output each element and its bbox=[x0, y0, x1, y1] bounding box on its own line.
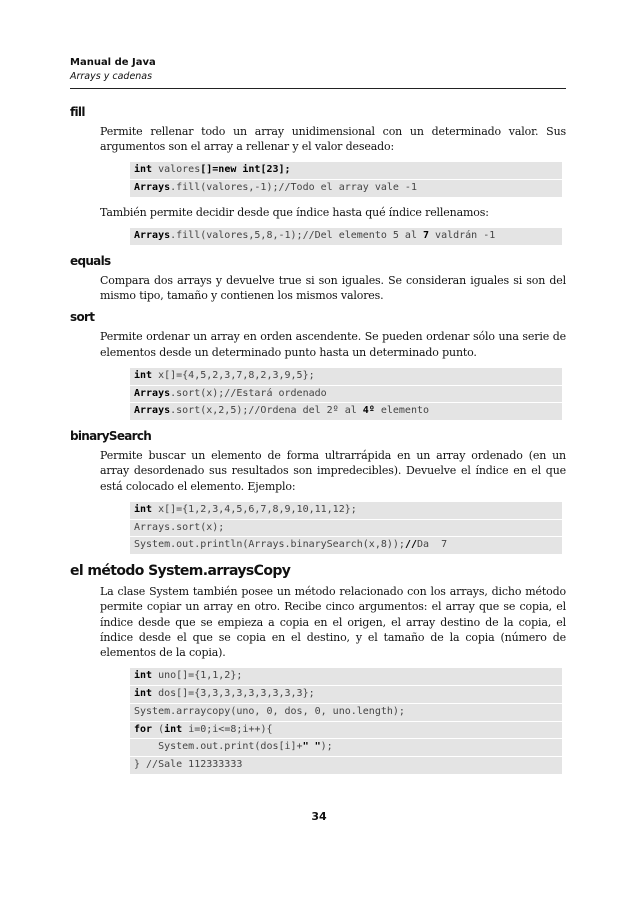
code-line: for (int i=0;i<=8;i++){ bbox=[130, 722, 562, 740]
header-title: Manual de Java bbox=[70, 57, 156, 68]
section-heading-arrays-copy: el método System.arraysCopy bbox=[70, 563, 291, 580]
code-block-sort bbox=[130, 368, 562, 420]
code-block-fill-range bbox=[130, 228, 562, 245]
code-block-binary-search bbox=[130, 502, 562, 554]
section-equals bbox=[70, 253, 566, 303]
sort-description: Permite ordenar un array en orden ascendente. Se pueden ordenar sólo una serie de elementos desde un determinado punto hasta un determinado punto. bbox=[100, 330, 566, 359]
code-line: } //Sale 112333333 bbox=[134, 759, 243, 771]
section-heading-equals: equals bbox=[70, 254, 111, 268]
section-sort bbox=[70, 309, 566, 420]
code-line: System.out.println(Arrays.binarySearch(x,8));//Da 7 bbox=[134, 539, 448, 551]
code-line: Arrays.sort(x,2,5);//Ordena del 2º al 4º elemento bbox=[134, 405, 430, 417]
section-heading-sort: sort bbox=[70, 310, 95, 325]
page-number: 34 bbox=[311, 810, 327, 823]
arrays-copy-description: La clase System también posee un método relacionado con los arrays, dicho método permite copiar un array en otro. Recibe cinco argumentos: el array que se copia, el índice desde que se empieza a copia en el origen, el array destino de la copia, el índice desde el que se copia en el destino, y el tamaño de la copia (número de elementos de la copia). bbox=[100, 585, 566, 660]
code-line: Arrays.fill(valores,5,8,-1);//Del elemento 5 al 7 valdrán -1 bbox=[134, 230, 496, 242]
code-line: System.out.print(dos[i]+" "); bbox=[130, 739, 562, 757]
code-line: Arrays.sort(x);//Estará ordenado bbox=[130, 386, 562, 404]
header-rule bbox=[70, 88, 566, 89]
fill-description: Permite rellenar todo un array unidimensional con un determinado valor. Sus argumentos son el array a rellenar y el valor deseado: bbox=[100, 125, 566, 154]
code-line: System.arraycopy(uno, 0, dos, 0, uno.length); bbox=[130, 704, 562, 722]
section-heading-binary-search: binarySearch bbox=[70, 429, 152, 444]
code-line: int x[]={1,2,3,4,5,6,7,8,9,10,11,12}; bbox=[130, 502, 562, 520]
code-block-fill bbox=[130, 162, 562, 197]
code-line: int dos[]={3,3,3,3,3,3,3,3,3}; bbox=[130, 686, 562, 704]
section-fill bbox=[70, 104, 566, 245]
running-header bbox=[70, 56, 566, 83]
binary-search-description: Permite buscar un elemento de forma ultrarrápida en un array ordenado (en un array desordenado sus resultados son impredecibles). Devuelve el índice en el que está colocado el elemento. Ejemplo: bbox=[100, 449, 566, 493]
code-line: Arrays.fill(valores,-1);//Todo el array vale -1 bbox=[134, 182, 417, 194]
code-line: int x[]={4,5,2,3,7,8,2,3,9,5}; bbox=[130, 368, 562, 386]
section-heading-fill: fill bbox=[70, 105, 85, 119]
section-binary-search bbox=[70, 428, 566, 554]
code-line: int uno[]={1,1,2}; bbox=[130, 668, 562, 686]
equals-description: Compara dos arrays y devuelve true si son iguales. Se consideran iguales si son del mismo tipo, tamaño y contienen los mismos valores. bbox=[100, 274, 566, 303]
code-line: Arrays.sort(x); bbox=[130, 520, 562, 538]
page-content bbox=[70, 104, 566, 782]
fill-range-description: También permite decidir desde que índice hasta qué índice rellenamos: bbox=[100, 206, 489, 219]
section-arrays-copy bbox=[70, 562, 566, 774]
code-line: int valores[]=new int[23]; bbox=[130, 162, 562, 180]
header-subtitle: Arrays y cadenas bbox=[70, 71, 153, 82]
code-block-arrays-copy bbox=[130, 668, 562, 774]
